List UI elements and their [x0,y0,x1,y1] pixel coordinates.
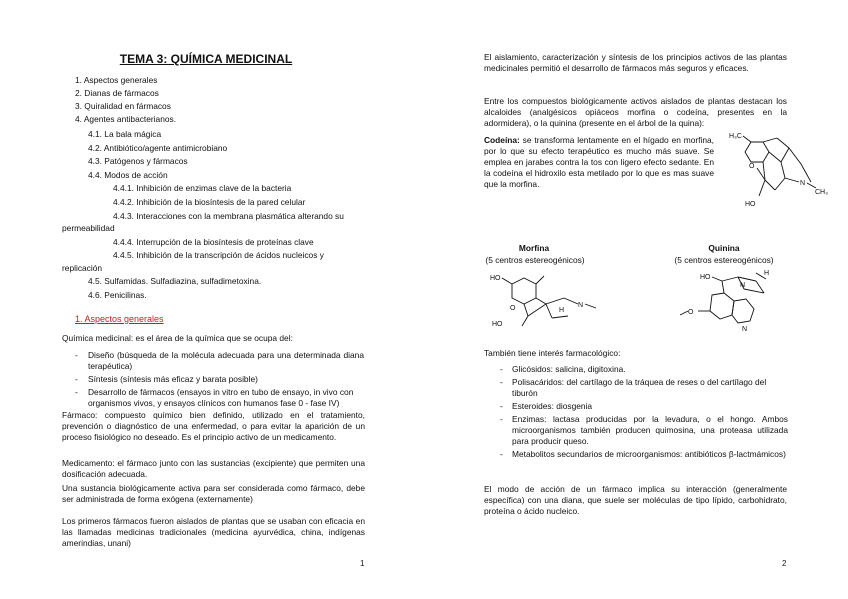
codeina-label: Codeína: [484,135,520,145]
intro-text: Química medicinal: es el área de la química que se ocupa del: [62,333,293,343]
bullet-item: Glicósidos: salicina, digitoxina. [512,364,626,374]
bullet-item: Metabolitos secundarios de microorganismos: antibióticos β-lactmámicos) [512,449,786,459]
alcaloides-paragraph: Entre los compuestos biológicamente activos aislados de plantas destacan los alcaloides (analgésicos opiáceos morfina o codeína, presentes en la adormidera), o la quinina (presente en el árbol de la quina): [484,96,787,128]
codeine-ho-label: HO [745,201,756,208]
section-heading: 1. Aspectos generales [75,314,164,324]
sustancia-paragraph: Una sustancia biológicamente activa para ser considerada como fármaco, debe ser administrada de forma exógena (externamente) [62,483,365,504]
bullet-marker: - [500,449,503,459]
morphine-ho-top-label: HO [490,275,501,282]
bullet-marker: - [500,414,503,424]
aislamiento-paragraph: El aislamiento, caracterización y síntesis de los principios activos de las plantas medicinales permitió el desarrollo de fármacos más seguros y eficaces. [484,52,787,73]
toc-item-1: 1. Aspectos generales [75,75,158,85]
morfina-label: Morfina [518,243,550,253]
medicamento-definition: Medicamento: el fármaco junto con las sustancias (excipiente) que permiten una dosificación adecuada. [62,458,365,479]
bullet-item: Polisacáridos: del cartílago de la tráquea de reses o del cartílago del tiburón [512,377,767,398]
codeina-text: se transforma lentamente en el hígado en morfina, por lo que su efecto terapéutico es mucho más suave. Se emplea en jarabes contra la tos con ligero efecto sedante. En la codeína el hidroxilo esta metilado por lo que es mas suave que la morfina. [484,135,714,189]
bullet-marker: - [500,364,503,374]
bullet-item: Desarrollo de fármacos (ensayos in vitro en tubo de ensayo, in vivo con organismos vivos, y ensayos clínicos con humanos fase 0 - fase IV) [88,387,354,408]
codeine-o-label: O [749,163,755,170]
toc-item-4-1: 4.1. La bala mágica [88,129,162,139]
primeros-paragraph: Los primeros fármacos fueron aislados de plantas que se usaban con eficacia en las llamadas medicinas tradicionales (medicina ayurvédica, china, indígenas amerindias, unani) [62,516,365,548]
morphine-h-label: H [559,307,565,314]
bullet-marker: - [75,387,78,397]
morphine-o-label: O [510,305,516,312]
bullet-item: Diseño (búsqueda de la molécula adecuada para una determinada diana terapéutica) [88,350,364,371]
quinine-n-top-label: N [740,282,746,289]
quinine-h-label: H [764,270,770,277]
bullet-item: Síntesis (síntesis más eficaz y barata posible) [88,374,258,384]
codeine-structure [719,128,829,210]
bullet-marker: - [500,377,503,387]
toc-item-4-6: 4.6. Penicilinas. [88,290,147,300]
morphine-ho-bottom-label: HO [492,321,503,328]
toc-item-4-4-5: 4.4.5. Inhibición de la transcripción de ácidos nucleicos y [113,250,324,260]
toc-item-4-4-3-cont: permeabilidad [62,223,115,233]
tambien-text: También tiene interés farmacológico: [484,348,621,358]
codeine-h3co-label: H₃C [729,133,742,140]
toc-item-4-4-1: 4.4.1. Inhibición de enzimas clave de la bacteria [113,183,292,193]
bullet-marker: - [500,401,503,411]
codeina-paragraph [484,135,714,190]
bullet-item: Enzimas: lactasa producidas por la levadura, o el hongo. Ambos microorganismos también producen quimosina, una proteasa utilizada para producir queso. [512,414,788,446]
toc-item-4-4-4: 4.4.4. Interrupción de la biosíntesis de proteínas clave [113,237,314,247]
quinine-n-ring-label: N [742,326,748,333]
toc-item-4-5: 4.5. Sulfamidas. Sulfadiazina, sulfadimetoxina. [88,276,262,286]
toc-item-4-3: 4.3. Patógenos y fármacos [88,156,188,166]
bullet-marker: - [75,350,78,360]
quinine-ho-label: HO [700,274,711,281]
page-number: 1 [360,559,365,568]
quinina-label: Quinina [708,243,740,253]
toc-item-2: 2. Dianas de fármacos [75,88,159,98]
toc-item-4: 4. Agentes antibacterianos. [75,114,177,124]
page-title: TEMA 3: QUÍMICA MEDICINAL [119,52,293,66]
page-right [424,0,848,599]
page-number: 2 [782,559,787,568]
bullet-item: Esteroides: diosgenia [512,401,593,411]
codeine-n-label: N [800,180,806,187]
toc-item-3: 3. Quiralidad en fármacos [75,101,171,111]
toc-item-4-4-3: 4.4.3. Interacciones con la membrana plasmática alterando su [113,211,344,221]
morphine-structure [486,270,606,332]
codeine-ch3-label: CH₃ [815,189,828,196]
toc-item-4-2: 4.2. Antibiótico/agente antimicrobiano [88,143,228,153]
quinine-structure [660,265,790,335]
bullet-marker: - [75,374,78,384]
quinine-o-label: O [688,309,694,316]
modo-paragraph: El modo de acción de un fármaco implica su interacción (generalmente específica) con una diana, que suele ser moléculas de tipo lípido, carbohidrato, proteína o ácido nucleico. [484,484,787,516]
morphine-n-label: N [578,302,584,309]
toc-item-4-4: 4.4. Modos de acción [88,170,168,180]
morfina-centers: (5 centros estereogénicos) [485,255,585,265]
quinina-centers: (5 centros estereogénicos) [674,255,774,265]
toc-item-4-4-5-cont: replicación [62,263,103,273]
toc-item-4-4-2: 4.4.2. Inhibición de la biosíntesis de la pared celular [113,197,306,207]
farmaco-definition: Fármaco: compuesto químico bien definido, utilizado en el tratamiento, prevención o diagnóstico de una enfermedad, o para evitar la aparición de un proceso fisiológico no deseado. Es el principio activo de un medicamento. [62,410,365,442]
